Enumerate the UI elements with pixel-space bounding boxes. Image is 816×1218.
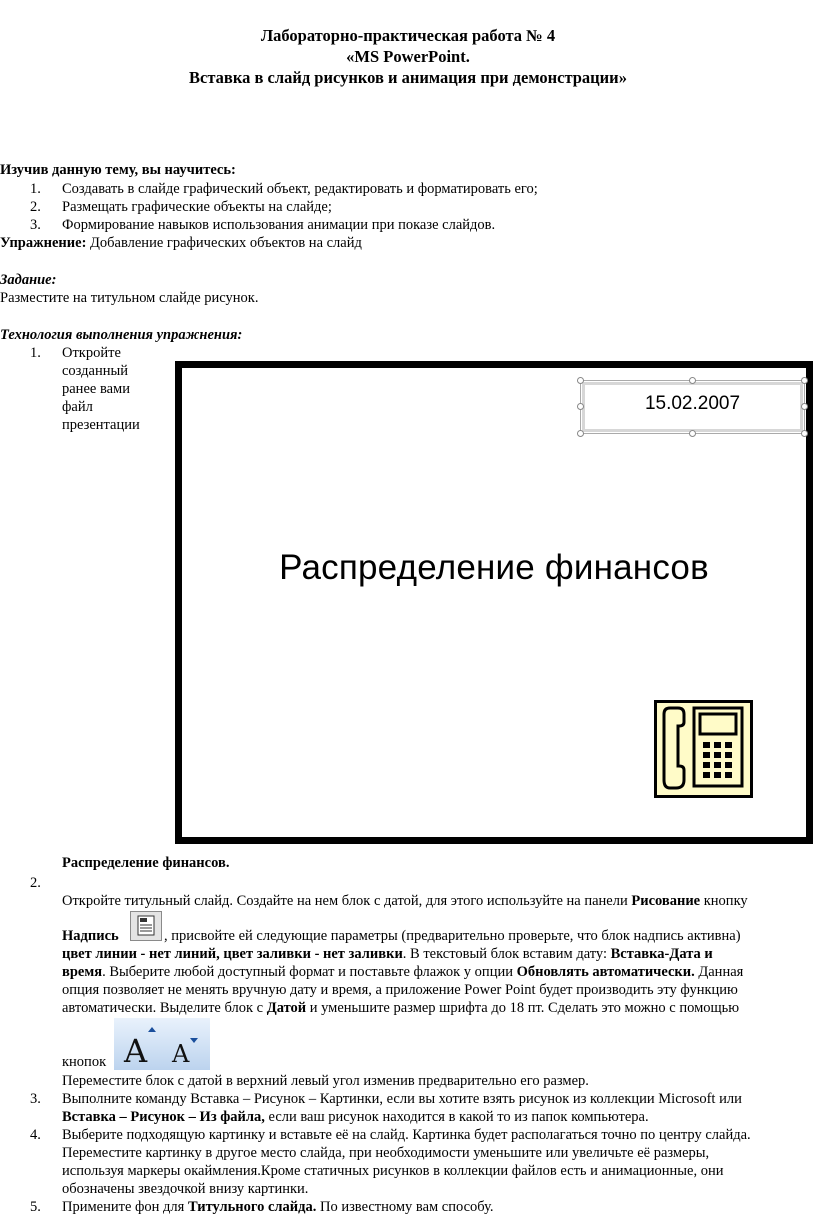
date-textbox [580, 380, 805, 434]
step4-line1: Выберите подходящую картинку и вставьте её на слайд. Картинка будет располагаться точно по центру слайда. [62, 1127, 751, 1143]
resize-handle [689, 430, 696, 437]
intro-item-2: 2. Размещать графические объекты на слайде; [30, 199, 332, 215]
step4-line2: Переместите картинку в другое место слайда, при необходимости уменьшите или увеличьте её размеры, [62, 1145, 710, 1161]
technology-label: Технология выполнения упражнения: [0, 327, 243, 343]
resize-handle [577, 403, 584, 410]
step2-line7: кнопок A A [62, 1018, 814, 1070]
step2-line1: Откройте титульный слайд. Создайте на нем блок с датой, для этого используйте на панели Рисование кнопку [62, 893, 748, 909]
resize-handle [577, 377, 584, 384]
resize-handle [577, 430, 584, 437]
intro-item-1: 1. Создавать в слайде графический объект, редактировать и форматировать его; [30, 181, 538, 197]
step4-line3: используя маркеры окаймления.Кроме статичных рисунков в коллекции файлов есть и анимационные, они [62, 1163, 724, 1179]
doc-title-line2: «MS PowerPoint. [346, 47, 470, 66]
step4-line4: обозначены звездочкой внизу картинки. [62, 1181, 309, 1197]
doc-title-line3: Вставка в слайд рисунков и анимация при демонстрации» [189, 68, 627, 87]
step2-number: 2. [30, 875, 41, 891]
svg-text:A: A [124, 1032, 148, 1070]
intro-heading: Изучив данную тему, вы научитесь: [0, 162, 236, 178]
slide-date: 15.02.2007 [644, 393, 741, 414]
intro-item-3: 3. Формирование навыков использования анимации при показе слайдов. [30, 217, 496, 233]
step5-number: 5. [30, 1199, 41, 1215]
step3-number: 3. [30, 1091, 41, 1107]
step3-line2: Вставка – Рисунок – Из файла, если ваш рисунок находится в какой то из папок компьютера. [62, 1109, 649, 1125]
resize-handle [689, 377, 696, 384]
step3-line1: Выполните команду Вставка – Рисунок – Картинки, если вы хотите взять рисунок из коллекции Microsoft или [62, 1091, 742, 1107]
task-text: Разместите на титульном слайде рисунок. [0, 290, 259, 306]
step4-number: 4. [30, 1127, 41, 1143]
slide-caption: Распределение финансов. [62, 855, 230, 871]
step1-line: презентации [62, 417, 140, 433]
slide-preview [175, 361, 813, 844]
slide-title: Распределение финансов [279, 548, 709, 587]
exercise-line: Упражнение: Добавление графических объектов на слайд [0, 235, 362, 251]
resize-handle [801, 403, 808, 410]
svg-text:A: A [172, 1040, 190, 1068]
step2-line5: опция позволяет не менять вручную дату и время, а приложение Power Point будет производить эту функцию [62, 982, 738, 998]
step1-line: файл [62, 399, 93, 415]
step2-line6: автоматически. Выделите блок с Датой и уменьшите размер шрифта до 18 пт. Сделать это можно с помощью [62, 1000, 740, 1016]
resize-handle [801, 377, 808, 384]
telephone-icon [654, 700, 753, 798]
doc-title-line1: Лабораторно-практическая работа № 4 [260, 26, 556, 45]
step2-line2: Надпись , присвойте ей следующие параметры (предварительно проверьте, что блок надпись активна) [62, 911, 814, 943]
step2-line4: время. Выберите любой доступный формат и поставьте флажок у опции Обновлять автоматически. Данная [62, 964, 744, 980]
step1-number: 1. [30, 345, 41, 361]
font-size-buttons [114, 1018, 210, 1070]
step1-line: созданный [62, 363, 128, 379]
task-label: Задание: [0, 272, 57, 288]
resize-handle [801, 430, 808, 437]
step2-line8: Переместите блок с датой в верхний левый угол изменив предварительно его размер. [62, 1073, 589, 1089]
step1-line: Откройте [62, 345, 121, 361]
step2-line3: цвет линии - нет линий, цвет заливки - нет заливки. В текстовый блок вставим дату: Вставка-Дата и [62, 946, 713, 962]
step5-line1: Примените фон для Титульного слайда. По известному вам способу. [62, 1199, 494, 1215]
step1-line: ранее вами [62, 381, 130, 397]
textbox-icon [130, 911, 162, 941]
